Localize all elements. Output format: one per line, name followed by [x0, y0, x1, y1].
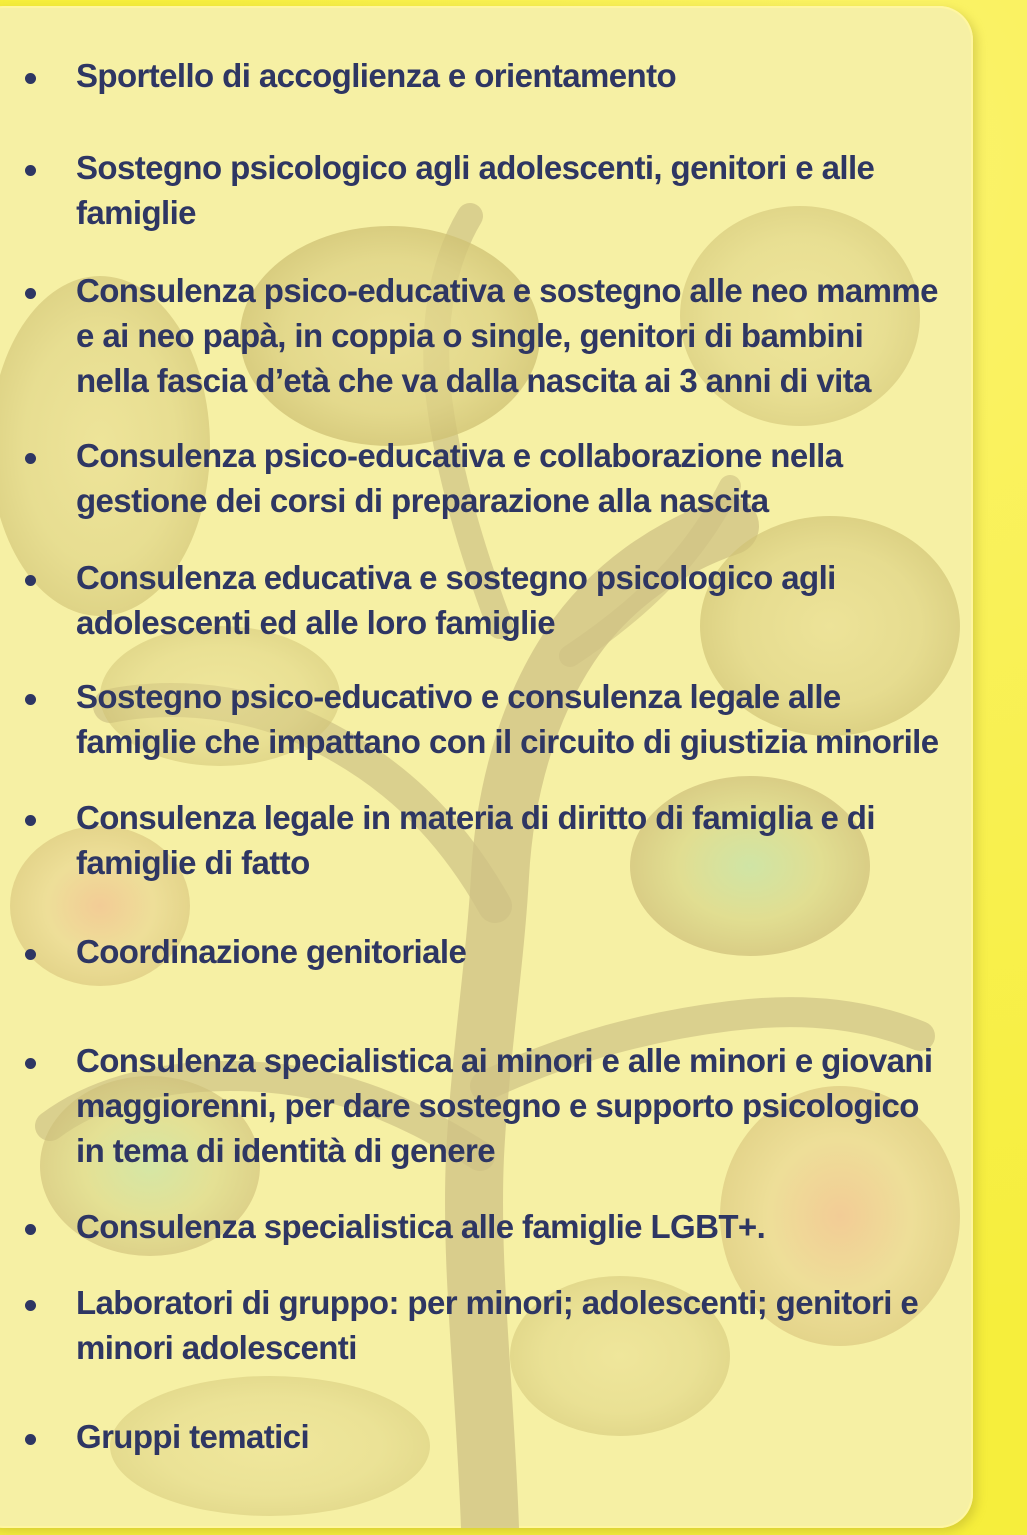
list-item-text: Sostegno psicologico agli adolescenti, genitori e alle famiglie — [76, 149, 875, 231]
bullet-icon — [25, 575, 36, 586]
bullet-icon — [25, 1434, 36, 1445]
bullet-icon — [25, 1058, 36, 1069]
list-item-text: Consulenza educativa e sostegno psicologico agli adolescenti ed alle loro famiglie — [76, 559, 836, 641]
bullet-icon — [25, 288, 36, 299]
list-item-text: Coordinazione genitoriale — [76, 933, 467, 970]
bullet-icon — [25, 949, 36, 960]
bullet-icon — [25, 453, 36, 464]
bullet-icon — [25, 694, 36, 705]
list-item-text: Sportello di accoglienza e orientamento — [76, 57, 677, 94]
list-item-text: Sostegno psico-educativo e consulenza legale alle famiglie che impattano con il circuito di giustizia minorile — [76, 678, 939, 760]
list-item-text: Consulenza legale in materia di diritto di famiglia e di famiglie di fatto — [76, 799, 875, 881]
bullet-icon — [25, 1300, 36, 1311]
list-item-text: Laboratori di gruppo: per minori; adolescenti; genitori e minori adolescenti — [76, 1284, 919, 1366]
list-item-text: Consulenza specialistica alle famiglie LGBT+. — [76, 1208, 766, 1245]
list-item-text: Consulenza specialistica ai minori e alle minori e giovani maggiorenni, per dare sostegno e supporto psicologico in tema di identità di genere — [76, 1042, 933, 1169]
list-item-text: Gruppi tematici — [76, 1418, 310, 1455]
bullet-icon — [25, 73, 36, 84]
list-item-text: Consulenza psico-educativa e sostegno alle neo mamme e ai neo papà, in coppia o single, genitori di bambini nella fascia d’età che va dalla nascita ai 3 anni di vita — [76, 272, 938, 399]
bullet-icon — [25, 165, 36, 176]
bullet-icon — [25, 815, 36, 826]
list-item-text: Consulenza psico-educativa e collaborazione nella gestione dei corsi di preparazione alla nascita — [76, 437, 843, 519]
bullet-icon — [25, 1224, 36, 1235]
